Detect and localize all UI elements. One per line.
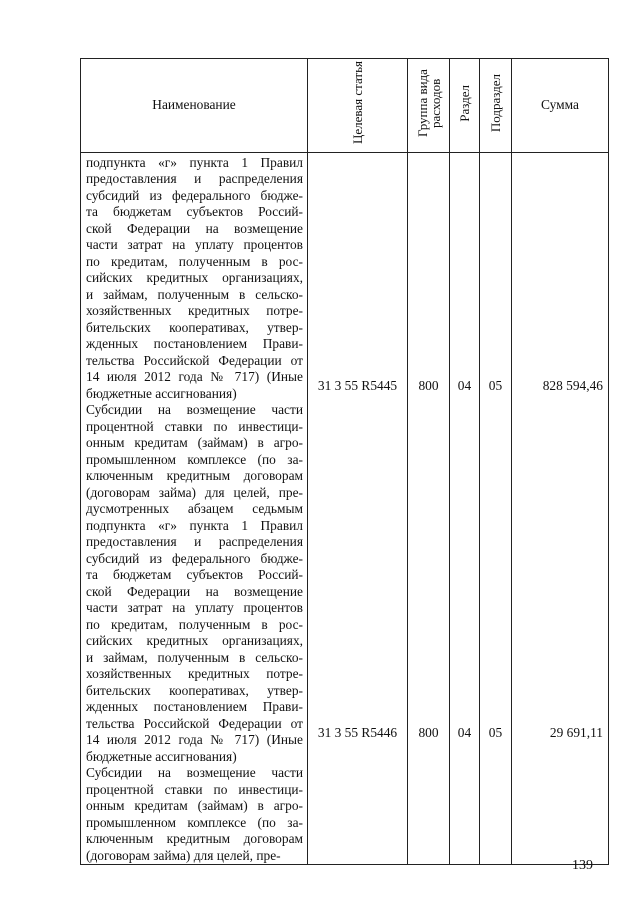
name-text-line: хозяйственных кредитных потре- — [86, 666, 303, 681]
row1-subsection: 05 — [488, 377, 503, 393]
name-text-line: бительских кооперативах, утвер- — [86, 682, 303, 698]
row1-target: 31 3 55 R5445 — [317, 377, 398, 393]
row2-target: 31 3 55 R5446 — [317, 724, 398, 740]
row2-sum: 29 691,11 — [549, 724, 603, 740]
name-column — [81, 152, 308, 865]
group-column — [408, 152, 450, 865]
row1-group: 800 — [418, 377, 439, 393]
name-text-line: Субсидии на возмещение части — [86, 402, 303, 417]
name-text-line: онным кредитам (займам) в агро- — [86, 798, 303, 813]
header-expense-group — [408, 59, 450, 153]
table-header-row — [81, 59, 609, 153]
header-target-article — [308, 59, 408, 153]
name-text-line: части затрат на уплату процентов — [86, 600, 303, 615]
page-number: 139 — [572, 858, 593, 873]
name-text-line: сийских кредитных организациях, — [86, 633, 303, 648]
name-text-line: жденных постановлением Прави- — [86, 699, 303, 714]
name-text-line: тельства Российской Федерации от — [86, 352, 303, 368]
name-text-line: онным кредитам (займам) в агро- — [86, 435, 303, 450]
row2-subsection: 05 — [488, 724, 503, 740]
name-text-line: субсидий из федерального бюдже- — [86, 550, 303, 566]
name-text-line: та бюджетам субъектов Россий- — [86, 567, 303, 582]
name-text-line: процентной ставки по инвестици- — [86, 781, 303, 797]
name-text-line: (договорам займа) для целей, пре- — [86, 847, 281, 863]
section-column — [450, 152, 480, 865]
name-text-line: Субсидии на возмещение части — [86, 765, 303, 780]
name-text-line: промышленном комплексе (по за- — [86, 814, 303, 830]
name-text-line: предоставления и распределения — [86, 171, 303, 186]
row2-group: 800 — [418, 724, 439, 740]
name-text-line: предоставления и распределения — [86, 534, 303, 549]
name-text-line: бюджетные ассигнования) — [86, 748, 237, 764]
header-target-label: Целевая статья — [350, 61, 365, 145]
name-text-line: ключенным кредитным договорам — [86, 831, 303, 846]
header-group-label: Группа вида расходов — [414, 69, 443, 137]
name-text-line: дусмотренных абзацем седьмым — [86, 501, 303, 516]
target-column — [308, 152, 408, 865]
name-text-line: ключенным кредитным договорам — [86, 468, 303, 483]
row1-sum: 828 594,46 — [542, 377, 603, 393]
header-section — [450, 59, 480, 153]
name-text-line: подпункта «г» пункта 1 Правил — [86, 517, 303, 533]
name-text-line: и займам, полученным в сельско- — [86, 286, 303, 302]
name-text-line: ской Федерации на возмещение — [86, 583, 303, 599]
header-subsection-label: Подраздел — [488, 73, 503, 133]
name-text-line: части затрат на уплату процентов — [86, 237, 303, 252]
name-text-line: бюджетные ассигнования) — [86, 385, 237, 401]
name-text-line: жденных постановлением Прави- — [86, 336, 303, 351]
name-text-line: хозяйственных кредитных потре- — [86, 303, 303, 318]
name-text-line: бительских кооперативах, утвер- — [86, 319, 303, 335]
table-row — [81, 152, 609, 865]
header-section-label: Раздел — [457, 84, 472, 122]
name-text-line: ской Федерации на возмещение — [86, 220, 303, 236]
name-text-line: (договорам займа) для целей, пре- — [86, 484, 303, 500]
row2-section: 04 — [457, 724, 472, 740]
name-text-line: 14 июля 2012 года № 717) (Иные — [86, 732, 303, 747]
sum-column — [512, 152, 609, 865]
name-text-line: процентной ставки по инвестици- — [86, 418, 303, 434]
name-text-line: сийских кредитных организациях, — [86, 270, 303, 285]
name-text-line: подпункта «г» пункта 1 Правил — [86, 154, 303, 170]
header-name: Наименование — [81, 59, 308, 153]
name-text-line: субсидий из федерального бюдже- — [86, 187, 303, 203]
header-sum: Сумма — [512, 59, 609, 153]
header-subsection — [480, 59, 512, 153]
name-text-line: и займам, полученным в сельско- — [86, 649, 303, 665]
row1-section: 04 — [457, 377, 472, 393]
name-text-line: по кредитам, полученным в рос- — [86, 616, 303, 632]
budget-table — [80, 58, 609, 865]
name-text-line: 14 июля 2012 года № 717) (Иные — [86, 369, 303, 384]
name-text-line: промышленном комплексе (по за- — [86, 451, 303, 467]
name-text-line: по кредитам, полученным в рос- — [86, 253, 303, 269]
name-text-line: та бюджетам субъектов Россий- — [86, 204, 303, 219]
subsection-column — [480, 152, 512, 865]
name-text — [86, 155, 303, 865]
name-text-line: тельства Российской Федерации от — [86, 715, 303, 731]
